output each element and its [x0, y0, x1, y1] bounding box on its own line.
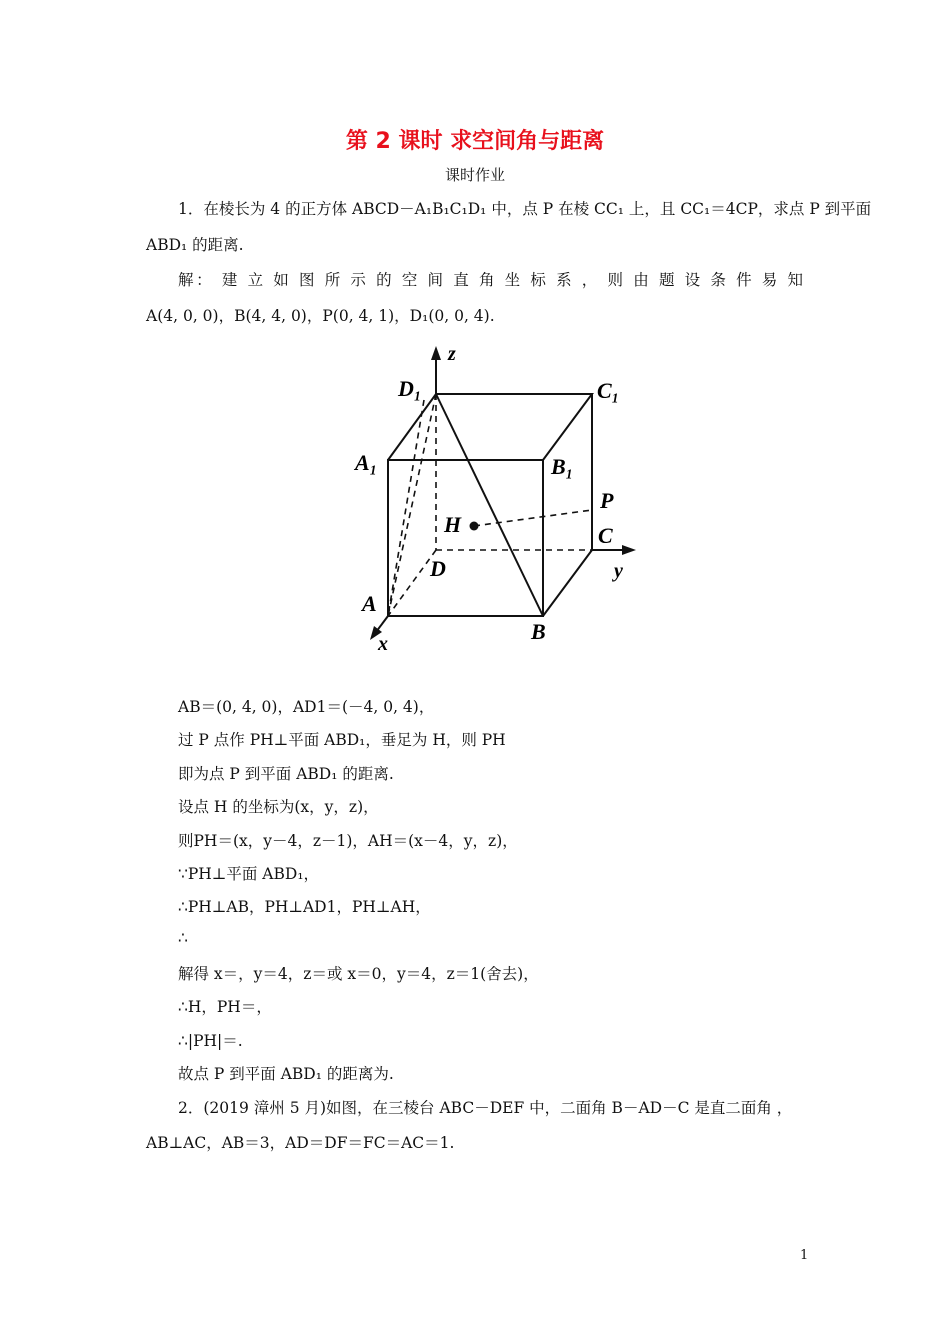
- label-z: z: [448, 343, 456, 365]
- step-line: ∴PH⊥AB，PH⊥AD1，PH⊥AH，: [178, 898, 431, 916]
- label-d1: D₁: [398, 376, 422, 401]
- label-b: B: [531, 619, 546, 644]
- step-line: 过 P 点作 PH⊥平面 ABD₁，垂足为 H，则 PH: [178, 731, 506, 749]
- step-line: ∴|PH|＝.: [178, 1032, 243, 1050]
- label-b1: B₁: [551, 454, 574, 479]
- page-number: 1: [800, 1248, 809, 1263]
- label-a: A: [362, 591, 377, 616]
- point-h: [470, 522, 479, 531]
- label-d: D: [430, 556, 446, 581]
- page-title: 第 2 课时 求空间角与距离: [345, 129, 605, 154]
- step-line: 故点 P 到平面 ABD₁ 的距离为.: [178, 1065, 394, 1083]
- front-face: [388, 460, 543, 616]
- label-y: y: [614, 560, 623, 582]
- z-arrowhead: [431, 346, 441, 360]
- top-face-edges: [388, 394, 592, 460]
- label-c1: C₁: [597, 378, 620, 403]
- problem1-line1: 1．在棱长为 4 的正方体 ABCD－A₁B₁C₁D₁ 中，点 P 在棱 CC₁ 上，且 CC₁＝4CP，求点 P 到平面: [178, 200, 872, 218]
- cube-figure: [340, 338, 650, 662]
- label-h: H: [444, 512, 462, 537]
- problem2-line1: 2．(2019 漳州 5 月)如图，在三棱台 ABC－DEF 中，二面角 B－AD－C 是直二面角 ，: [178, 1099, 793, 1117]
- step-line: 即为点 P 到平面 ABD₁ 的距离.: [178, 765, 394, 783]
- edge-d1-b: [436, 394, 543, 616]
- solution1-line2: A(4, 0, 0)，B(4, 4, 0)，P(0, 4, 1)，D₁(0, 0, 4).: [146, 307, 495, 325]
- label-p: P: [600, 488, 614, 513]
- page-subtitle: 课时作业: [444, 166, 505, 184]
- label-x: x: [378, 633, 388, 655]
- step-line: ∴: [178, 929, 188, 947]
- step-line: AB＝(0, 4, 0)，AD1＝(－4, 0, 4)，: [178, 698, 435, 716]
- solution1-line1: 解： 建 立 如 图 所 示 的 空 间 直 角 坐 标 系 ， 则 由 题 设 条 件 易 知: [178, 271, 803, 289]
- step-line: ∴H，PH＝，: [178, 998, 272, 1016]
- step-line: ∵PH⊥平面 ABD₁，: [178, 865, 320, 883]
- step-line: 解得 x＝，y＝4，z＝或 x＝0，y＝4，z＝1(舍去)，: [178, 965, 539, 983]
- step-line: 设点 H 的坐标为(x，y，z)，: [178, 798, 379, 816]
- problem1-line2: ABD₁ 的距离.: [146, 236, 244, 254]
- y-arrowhead: [622, 545, 636, 555]
- label-c: C: [598, 523, 613, 548]
- problem2-line2: AB⊥AC，AB＝3，AD＝DF＝FC＝AC＝1.: [146, 1134, 455, 1152]
- step-line: 则PH＝(x，y－4，z－1)，AH＝(x－4，y，z)，: [178, 832, 518, 850]
- label-a1: A₁: [355, 450, 378, 475]
